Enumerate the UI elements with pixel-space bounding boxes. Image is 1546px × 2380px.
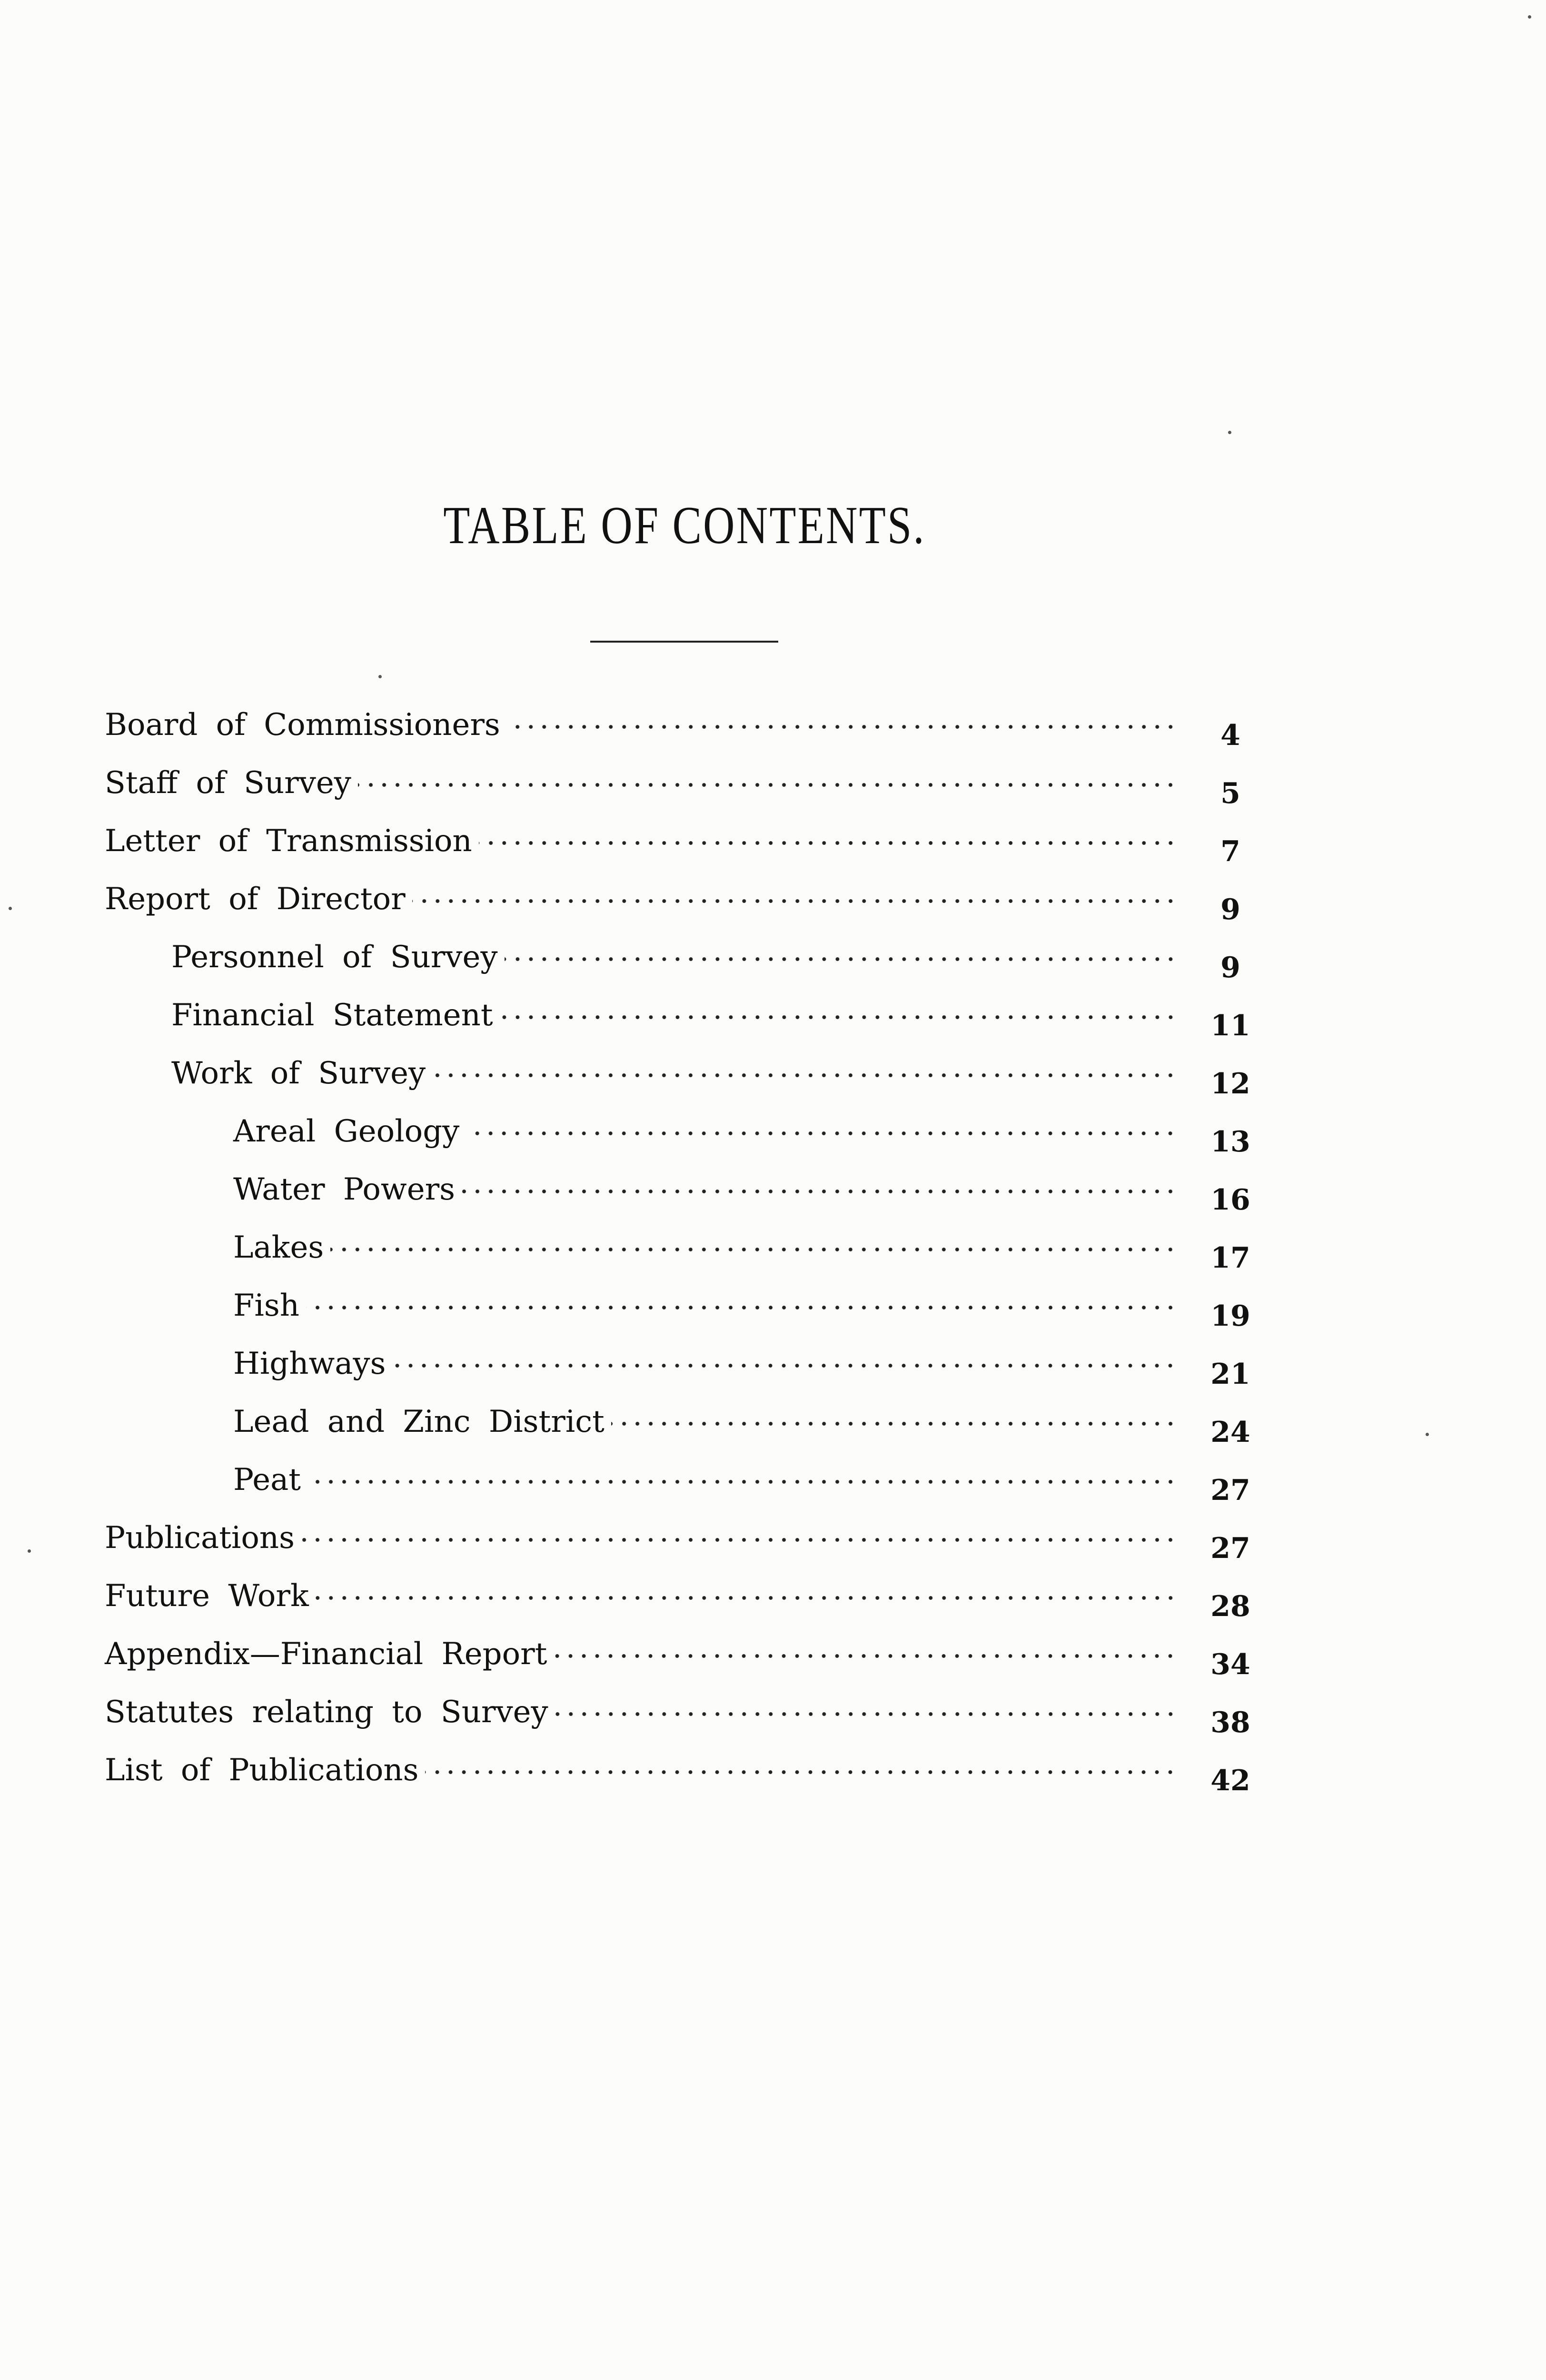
dot-leader xyxy=(432,1073,1177,1078)
toc-entry-label: Future Work xyxy=(105,1578,309,1614)
toc-entry-page-number: 9 xyxy=(1220,893,1240,926)
toc-entry-label: Lead and Zinc District xyxy=(233,1404,605,1439)
toc-entry-label: Lakes xyxy=(233,1230,324,1265)
toc-entry-lead-and-zinc-district[interactable] xyxy=(0,1400,1546,1458)
toc-entry-page-number: 38 xyxy=(1210,1706,1250,1739)
dot-leader xyxy=(462,1189,1177,1194)
toc-entry-page-number: 34 xyxy=(1210,1648,1250,1681)
scan-speck xyxy=(9,907,12,910)
dot-leader xyxy=(466,1131,1177,1136)
toc-entry-statutes-relating-to-survey[interactable] xyxy=(0,1691,1546,1749)
toc-entry-page-number: 42 xyxy=(1210,1764,1250,1797)
dot-leader xyxy=(307,1479,1177,1484)
dot-leader xyxy=(500,1015,1177,1020)
toc-entry-future-work[interactable] xyxy=(0,1575,1546,1633)
toc-entry-lakes[interactable] xyxy=(0,1226,1546,1284)
toc-entry-peat[interactable] xyxy=(0,1458,1546,1517)
toc-entry-highways[interactable] xyxy=(0,1342,1546,1400)
dot-leader xyxy=(392,1363,1177,1368)
toc-entry-label: Fish xyxy=(233,1288,299,1323)
toc-entry-publications[interactable] xyxy=(0,1517,1546,1575)
dot-leader xyxy=(425,1770,1177,1775)
dot-leader xyxy=(301,1537,1177,1542)
toc-entry-page-number: 27 xyxy=(1210,1474,1250,1507)
toc-entry-label: Statutes relating to Survey xyxy=(105,1695,548,1730)
page-title: TABLE OF CONTENTS. xyxy=(443,496,926,555)
toc-entry-label: Personnel of Survey xyxy=(171,940,498,975)
scan-speck xyxy=(1228,431,1231,434)
toc-entry-page-number: 11 xyxy=(1210,1009,1250,1042)
toc-entry-label: Report of Director xyxy=(105,882,406,917)
toc-entry-page-number: 28 xyxy=(1210,1590,1250,1623)
dot-leader xyxy=(358,783,1177,787)
toc-entry-page-number: 27 xyxy=(1210,1532,1250,1565)
toc-entry-label: Publications xyxy=(105,1520,295,1556)
toc-entry-page-number: 13 xyxy=(1210,1125,1250,1159)
dot-leader xyxy=(412,899,1177,903)
toc-entry-label: Work of Survey xyxy=(171,1056,426,1091)
dot-leader xyxy=(306,1305,1177,1310)
title-divider xyxy=(590,641,778,643)
toc-entry-fish[interactable] xyxy=(0,1284,1546,1342)
toc-entry-staff-of-survey[interactable] xyxy=(0,762,1546,820)
dot-leader xyxy=(505,957,1177,962)
toc-entry-page-number: 5 xyxy=(1220,777,1240,810)
toc-entry-page-number: 16 xyxy=(1210,1183,1250,1217)
scan-speck xyxy=(1528,15,1531,19)
toc-entry-report-of-director[interactable] xyxy=(0,878,1546,936)
toc-entry-board-of-commissioners[interactable] xyxy=(0,704,1546,762)
toc-entry-label: Areal Geology xyxy=(233,1114,460,1149)
toc-entry-label: Board of Commissioners xyxy=(105,707,500,743)
toc-entry-page-number: 24 xyxy=(1210,1416,1250,1449)
dot-leader xyxy=(554,1654,1177,1658)
toc-entry-personnel-of-survey[interactable] xyxy=(0,936,1546,994)
toc-entry-financial-statement[interactable] xyxy=(0,994,1546,1052)
toc-entry-page-number: 17 xyxy=(1210,1241,1250,1275)
dot-leader xyxy=(330,1247,1177,1252)
scan-speck xyxy=(378,675,382,678)
toc-entry-label: Staff of Survey xyxy=(105,765,351,801)
dot-leader xyxy=(316,1596,1177,1600)
toc-entry-appendix-financial-report[interactable] xyxy=(0,1633,1546,1691)
scan-speck xyxy=(28,1549,31,1553)
toc-entry-areal-geology[interactable] xyxy=(0,1110,1546,1168)
toc-entry-page-number: 4 xyxy=(1220,719,1240,752)
toc-entry-label: Water Powers xyxy=(233,1172,455,1207)
toc-entry-letter-of-transmission[interactable] xyxy=(0,820,1546,878)
toc-entry-list-of-publications[interactable] xyxy=(0,1749,1546,1807)
toc-entry-page-number: 21 xyxy=(1210,1358,1250,1391)
toc-entry-page-number: 9 xyxy=(1220,951,1240,984)
toc-entry-water-powers[interactable] xyxy=(0,1168,1546,1226)
dot-leader xyxy=(507,724,1177,729)
dot-leader xyxy=(555,1712,1177,1716)
toc-entry-label: Financial Statement xyxy=(171,998,493,1033)
scan-speck xyxy=(1426,1433,1429,1436)
toc-entry-page-number: 7 xyxy=(1220,835,1240,868)
toc-entry-work-of-survey[interactable] xyxy=(0,1052,1546,1110)
dot-leader xyxy=(611,1421,1177,1426)
toc-entry-label: Letter of Transmission xyxy=(105,823,472,859)
toc-entry-label: Highways xyxy=(233,1346,386,1381)
dot-leader xyxy=(479,841,1177,845)
toc-entry-label: List of Publications xyxy=(105,1753,419,1788)
toc-entry-page-number: 12 xyxy=(1210,1067,1250,1101)
toc-entry-label: Appendix—Financial Report xyxy=(105,1636,547,1672)
toc-entry-label: Peat xyxy=(233,1462,301,1497)
toc-entry-page-number: 19 xyxy=(1210,1299,1250,1333)
